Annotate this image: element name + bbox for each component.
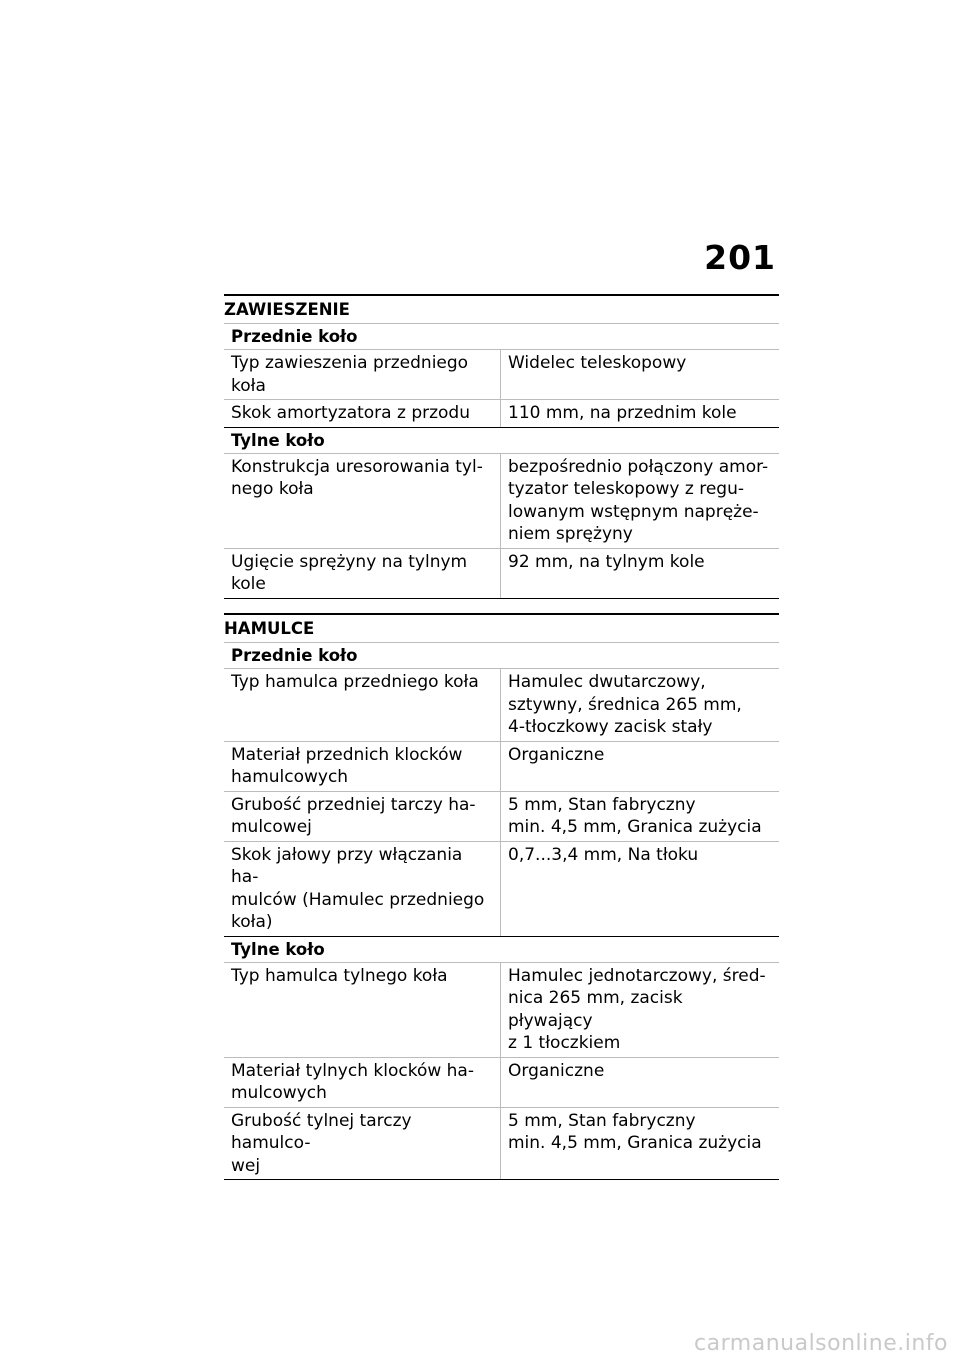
spec-value: bezpośrednio połączony amor- tyzator teleskopowy z regu- lowanym wstępnym napręże- niem sprężyny [508,456,769,544]
spec-label: Typ zawieszenia przedniego koła [224,350,501,399]
page-number: 201 [704,238,776,277]
table-row [224,792,779,842]
table-row [224,1108,779,1181]
spec-label: Skok jałowy przy włączania ha- mulców (Hamulec przedniego koła) [224,842,501,936]
spec-label: Ugięcie sprężyny na tylnym kole [224,549,501,598]
table-row [224,742,779,792]
spec-value: 110 mm, na przednim kole [508,403,737,423]
spec-label: Grubość przedniej tarczy ha- mulcowej [224,792,501,841]
spec-value: 92 mm, na tylnym kole [508,551,705,572]
group-title: Przednie koło [224,324,779,350]
spec-label: Konstrukcja uresorowania tyl- nego koła [224,454,501,548]
section-brakes [224,613,779,1180]
table-row [224,549,779,599]
spec-label: Materiał przednich klocków hamulcowych [224,742,501,791]
group-title: Przednie koło [224,643,779,669]
watermark: carmanualsonline.info [694,1331,948,1356]
section-title: HAMULCE [224,613,779,643]
spec-value: Hamulec dwutarczowy, sztywny, średnica 265 mm, 4-tłoczkowy zacisk stały [508,672,742,737]
spec-label: Grubość tylnej tarczy hamulco- wej [224,1108,501,1180]
spec-value: Widelec teleskopowy [508,353,687,373]
table-row [224,669,779,742]
spec-label: Typ hamulca tylnego koła [224,963,501,1057]
group-title: Tylne koło [224,428,779,454]
table-row [224,1058,779,1108]
spec-value: 5 mm, Stan fabryczny min. 4,5 mm, Granica zużycia [508,794,762,837]
spec-label: Skok amortyzatora z przodu [224,400,501,427]
table-row [224,963,779,1058]
table-row [224,350,779,400]
spec-label: Materiał tylnych klocków ha- mulcowych [224,1058,501,1107]
spec-value: 0,7...3,4 mm, Na tłoku [508,844,699,865]
spec-value: Organiczne [508,744,605,765]
table-row [224,842,779,937]
spec-value: Hamulec jednotarczowy, śred- nica 265 mm, zacisk pływający z 1 tłoczkiem [508,965,766,1053]
group-title: Tylne koło [224,937,779,963]
table-row [224,454,779,549]
section-suspension [224,294,779,599]
table-row [224,400,779,428]
spec-value: 5 mm, Stan fabryczny min. 4,5 mm, Granica zużycia [508,1110,762,1153]
spec-value: Organiczne [508,1060,605,1081]
section-title: ZAWIESZENIE [224,294,779,324]
spec-label: Typ hamulca przedniego koła [224,669,501,741]
